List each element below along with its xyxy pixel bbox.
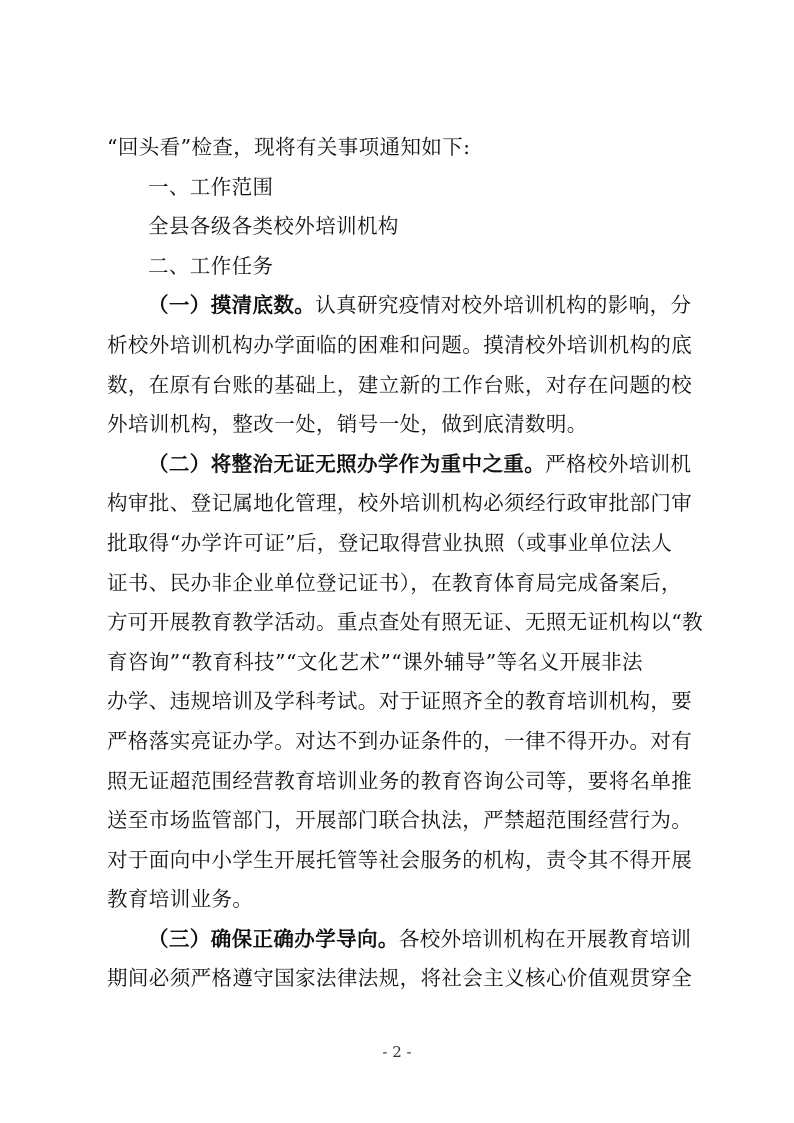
task-2-line: 方可开展教育教学活动。重点查处有照无证、无照无证机构以“教: [107, 610, 704, 635]
document-body: [107, 128, 707, 999]
task-3-line: 期间必须严格遵守国家法律法规，将社会主义核心价值观贯穿全: [107, 966, 693, 991]
task-2-line: 照无证超范围经营教育培训业务的教育咨询公司等，要将名单推: [107, 768, 693, 793]
task-2-title: （二）将整治无证无照办学作为重中之重。: [148, 451, 546, 476]
task-3-text: 各校外培训机构在开展教育培训: [398, 926, 692, 951]
task-3-title: （三）确保正确办学导向。: [148, 926, 399, 951]
task-2-line: 构审批、登记属地化管理，校外培训机构必须经行政审批部门审: [107, 491, 693, 516]
task-1-line: 外培训机构，整改一处，销号一处，做到底清数明。: [107, 412, 588, 437]
task-2-line: 证书、民办非企业单位登记证书），在教育体育局完成备案后，: [107, 570, 682, 595]
task-2-line: 对于面向中小学生开展托管等社会服务的机构，责令其不得开展: [107, 847, 693, 872]
task-3-line: [107, 920, 707, 960]
task-2-line: 办学、违规培训及学科考试。对于证照齐全的教育培训机构，要: [107, 689, 693, 714]
task-1-line: 析校外培训机构办学面临的困难和问题。摸清校外培训机构的底: [107, 332, 693, 357]
task-1-line: 数，在原有台账的基础上，建立新的工作台账，对存在问题的校: [107, 372, 693, 397]
task-1-line: [107, 286, 707, 326]
task-2-line: 教育培训业务。: [107, 887, 254, 912]
task-2-line: 育咨询”“教育科技”“文化艺术”“课外辅导”等名义开展非法: [107, 649, 643, 674]
section-heading-scope: 一、工作范围: [148, 174, 274, 199]
task-2-line: 送至市场监管部门，开展部门联合执法，严禁超范围经营行为。: [107, 808, 693, 833]
page-number: - 2 -: [382, 1043, 412, 1061]
scope-paragraph: 全县各级各类校外培训机构: [148, 214, 399, 239]
task-1-text: 认真研究疫情对校外培训机构的影响，分: [315, 293, 692, 318]
task-2-text: 严格校外培训机: [545, 451, 692, 476]
task-2-line: [107, 445, 707, 485]
task-2-line: 严格落实亮证办学。对达不到办证条件的，一律不得开办。对有: [107, 728, 693, 753]
task-1-title: （一）摸清底数。: [148, 293, 316, 318]
task-2-line: 批取得“办学许可证”后，登记取得营业执照（或事业单位法人: [107, 530, 673, 555]
paragraph-continuation: “回头看”检查，现将有关事项通知如下:: [107, 135, 471, 159]
section-heading-tasks: 二、工作任务: [148, 253, 274, 278]
